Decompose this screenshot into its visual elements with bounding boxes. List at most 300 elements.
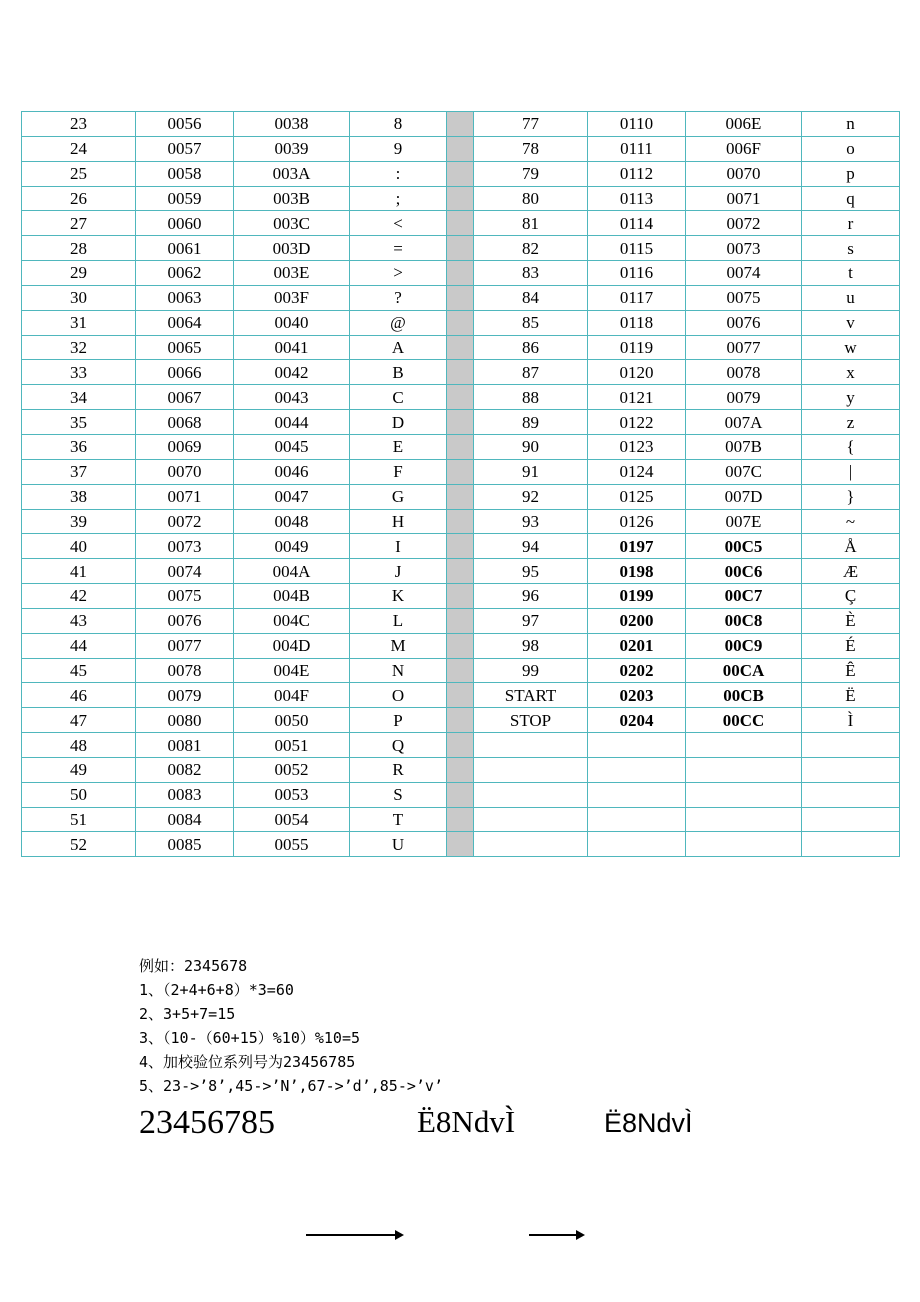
left-char-cell: 8 xyxy=(350,112,447,137)
right-code-cell: 0118 xyxy=(588,310,686,335)
separator-cell xyxy=(447,509,474,534)
separator-cell xyxy=(447,608,474,633)
separator-cell xyxy=(447,410,474,435)
table-row xyxy=(22,658,900,683)
right-hex-cell: 007D xyxy=(686,484,802,509)
right-decimal-cell: 95 xyxy=(474,559,588,584)
left-hex-cell: 004F xyxy=(234,683,350,708)
right-hex-cell: 00C6 xyxy=(686,559,802,584)
right-code-cell: 0198 xyxy=(588,559,686,584)
left-char-cell: = xyxy=(350,236,447,261)
right-code-cell xyxy=(588,832,686,857)
left-code-cell: 0070 xyxy=(136,459,234,484)
left-char-cell: L xyxy=(350,608,447,633)
right-char-cell xyxy=(802,733,900,758)
right-char-cell xyxy=(802,757,900,782)
right-code-cell xyxy=(588,757,686,782)
serial-number: 23456785 xyxy=(139,1104,275,1141)
left-decimal-cell: 46 xyxy=(22,683,136,708)
right-decimal-cell: 83 xyxy=(474,261,588,286)
left-decimal-cell: 37 xyxy=(22,459,136,484)
separator-cell xyxy=(447,807,474,832)
table-row xyxy=(22,584,900,609)
right-decimal-cell xyxy=(474,782,588,807)
right-decimal-cell: 77 xyxy=(474,112,588,137)
left-decimal-cell: 31 xyxy=(22,310,136,335)
separator-cell xyxy=(447,683,474,708)
left-code-cell: 0081 xyxy=(136,733,234,758)
right-decimal-cell: 85 xyxy=(474,310,588,335)
table-row xyxy=(22,310,900,335)
left-hex-cell: 0039 xyxy=(234,136,350,161)
right-hex-cell: 00C7 xyxy=(686,584,802,609)
left-decimal-cell: 48 xyxy=(22,733,136,758)
left-decimal-cell: 35 xyxy=(22,410,136,435)
right-decimal-cell xyxy=(474,733,588,758)
table-row xyxy=(22,285,900,310)
left-hex-cell: 004A xyxy=(234,559,350,584)
table-row xyxy=(22,112,900,137)
right-char-cell: Å xyxy=(802,534,900,559)
left-char-cell: I xyxy=(350,534,447,559)
right-decimal-cell: 94 xyxy=(474,534,588,559)
right-char-cell: v xyxy=(802,310,900,335)
right-char-cell: | xyxy=(802,459,900,484)
arrow-right-icon xyxy=(306,1230,404,1240)
left-decimal-cell: 34 xyxy=(22,385,136,410)
code-mapping-table xyxy=(21,111,900,857)
separator-cell xyxy=(447,161,474,186)
separator-cell xyxy=(447,832,474,857)
right-char-cell: x xyxy=(802,360,900,385)
right-decimal-cell: 80 xyxy=(474,186,588,211)
left-hex-cell: 0043 xyxy=(234,385,350,410)
right-hex-cell: 00C9 xyxy=(686,633,802,658)
right-hex-cell: 006E xyxy=(686,112,802,137)
right-code-cell: 0199 xyxy=(588,584,686,609)
table-row xyxy=(22,410,900,435)
right-code-cell: 0125 xyxy=(588,484,686,509)
left-code-cell: 0057 xyxy=(136,136,234,161)
right-hex-cell: 0072 xyxy=(686,211,802,236)
left-code-cell: 0062 xyxy=(136,261,234,286)
table-row xyxy=(22,534,900,559)
left-code-cell: 0083 xyxy=(136,782,234,807)
left-decimal-cell: 45 xyxy=(22,658,136,683)
left-char-cell: < xyxy=(350,211,447,236)
right-hex-cell: 0079 xyxy=(686,385,802,410)
right-decimal-cell: 90 xyxy=(474,434,588,459)
encoded-string-serif: Ë8NdvÌ xyxy=(417,1104,516,1139)
right-char-cell: n xyxy=(802,112,900,137)
right-char-cell: Ê xyxy=(802,658,900,683)
right-hex-cell xyxy=(686,782,802,807)
separator-cell xyxy=(447,782,474,807)
right-char-cell xyxy=(802,782,900,807)
right-hex-cell: 0076 xyxy=(686,310,802,335)
separator-cell xyxy=(447,757,474,782)
table-row xyxy=(22,459,900,484)
step-1-line: 1、（2+4+6+8）*3=60 xyxy=(139,981,294,999)
left-decimal-cell: 28 xyxy=(22,236,136,261)
right-code-cell: 0110 xyxy=(588,112,686,137)
left-code-cell: 0071 xyxy=(136,484,234,509)
right-char-cell: Ì xyxy=(802,708,900,733)
right-code-cell: 0121 xyxy=(588,385,686,410)
left-char-cell: S xyxy=(350,782,447,807)
left-decimal-cell: 49 xyxy=(22,757,136,782)
left-decimal-cell: 36 xyxy=(22,434,136,459)
right-code-cell: 0201 xyxy=(588,633,686,658)
right-char-cell: o xyxy=(802,136,900,161)
right-code-cell: 0202 xyxy=(588,658,686,683)
right-hex-cell: 007C xyxy=(686,459,802,484)
arrow-right-icon xyxy=(529,1230,585,1240)
checksum-notes xyxy=(139,954,443,1098)
left-char-cell: ? xyxy=(350,285,447,310)
separator-cell xyxy=(447,335,474,360)
left-char-cell: A xyxy=(350,335,447,360)
separator-cell xyxy=(447,658,474,683)
left-decimal-cell: 29 xyxy=(22,261,136,286)
table-row xyxy=(22,708,900,733)
right-hex-cell: 007B xyxy=(686,434,802,459)
separator-cell xyxy=(447,708,474,733)
table-row xyxy=(22,757,900,782)
left-decimal-cell: 44 xyxy=(22,633,136,658)
separator-cell xyxy=(447,136,474,161)
right-hex-cell: 0071 xyxy=(686,186,802,211)
table-row xyxy=(22,608,900,633)
left-hex-cell: 0050 xyxy=(234,708,350,733)
right-char-cell: u xyxy=(802,285,900,310)
left-hex-cell: 003B xyxy=(234,186,350,211)
table-row xyxy=(22,335,900,360)
left-char-cell: B xyxy=(350,360,447,385)
right-hex-cell xyxy=(686,807,802,832)
left-code-cell: 0058 xyxy=(136,161,234,186)
table-row xyxy=(22,360,900,385)
left-decimal-cell: 26 xyxy=(22,186,136,211)
right-hex-cell: 0073 xyxy=(686,236,802,261)
table-row xyxy=(22,782,900,807)
table-row xyxy=(22,832,900,857)
right-code-cell: 0116 xyxy=(588,261,686,286)
right-decimal-cell: START xyxy=(474,683,588,708)
right-hex-cell: 00C5 xyxy=(686,534,802,559)
right-char-cell: È xyxy=(802,608,900,633)
table-row xyxy=(22,733,900,758)
table-row xyxy=(22,633,900,658)
left-decimal-cell: 41 xyxy=(22,559,136,584)
right-decimal-cell: 98 xyxy=(474,633,588,658)
table-row xyxy=(22,807,900,832)
left-char-cell: P xyxy=(350,708,447,733)
right-char-cell: { xyxy=(802,434,900,459)
left-code-cell: 0085 xyxy=(136,832,234,857)
left-char-cell: C xyxy=(350,385,447,410)
left-code-cell: 0080 xyxy=(136,708,234,733)
right-hex-cell xyxy=(686,733,802,758)
left-code-cell: 0060 xyxy=(136,211,234,236)
table-row xyxy=(22,434,900,459)
left-decimal-cell: 27 xyxy=(22,211,136,236)
right-code-cell xyxy=(588,733,686,758)
left-decimal-cell: 51 xyxy=(22,807,136,832)
left-decimal-cell: 52 xyxy=(22,832,136,857)
right-hex-cell: 00C8 xyxy=(686,608,802,633)
left-char-cell: D xyxy=(350,410,447,435)
right-char-cell xyxy=(802,807,900,832)
right-code-cell: 0112 xyxy=(588,161,686,186)
separator-cell xyxy=(447,310,474,335)
step-4-line: 4、加校验位系列号为23456785 xyxy=(139,1053,356,1071)
left-char-cell: : xyxy=(350,161,447,186)
left-decimal-cell: 38 xyxy=(22,484,136,509)
right-hex-cell xyxy=(686,757,802,782)
left-code-cell: 0073 xyxy=(136,534,234,559)
left-char-cell: R xyxy=(350,757,447,782)
right-decimal-cell xyxy=(474,757,588,782)
left-code-cell: 0063 xyxy=(136,285,234,310)
right-decimal-cell: 92 xyxy=(474,484,588,509)
left-decimal-cell: 40 xyxy=(22,534,136,559)
right-char-cell: w xyxy=(802,335,900,360)
left-hex-cell: 0054 xyxy=(234,807,350,832)
left-char-cell: M xyxy=(350,633,447,658)
right-char-cell: y xyxy=(802,385,900,410)
right-char-cell: Æ xyxy=(802,559,900,584)
table-row xyxy=(22,236,900,261)
left-hex-cell: 003E xyxy=(234,261,350,286)
left-code-cell: 0075 xyxy=(136,584,234,609)
right-decimal-cell: 99 xyxy=(474,658,588,683)
right-decimal-cell xyxy=(474,832,588,857)
table-row xyxy=(22,161,900,186)
left-decimal-cell: 25 xyxy=(22,161,136,186)
left-hex-cell: 0041 xyxy=(234,335,350,360)
left-char-cell: U xyxy=(350,832,447,857)
left-hex-cell: 0045 xyxy=(234,434,350,459)
left-hex-cell: 003C xyxy=(234,211,350,236)
left-decimal-cell: 39 xyxy=(22,509,136,534)
left-char-cell: H xyxy=(350,509,447,534)
left-hex-cell: 0053 xyxy=(234,782,350,807)
table-row xyxy=(22,484,900,509)
left-hex-cell: 004E xyxy=(234,658,350,683)
right-decimal-cell: 78 xyxy=(474,136,588,161)
right-code-cell: 0200 xyxy=(588,608,686,633)
left-hex-cell: 003A xyxy=(234,161,350,186)
table-row xyxy=(22,186,900,211)
left-decimal-cell: 30 xyxy=(22,285,136,310)
right-char-cell: ~ xyxy=(802,509,900,534)
table-row xyxy=(22,385,900,410)
separator-cell xyxy=(447,186,474,211)
right-char-cell: p xyxy=(802,161,900,186)
right-char-cell: q xyxy=(802,186,900,211)
right-code-cell: 0204 xyxy=(588,708,686,733)
example-line: 例如：2345678 xyxy=(139,957,248,975)
right-char-cell: } xyxy=(802,484,900,509)
left-hex-cell: 0055 xyxy=(234,832,350,857)
right-hex-cell: 0075 xyxy=(686,285,802,310)
left-hex-cell: 0052 xyxy=(234,757,350,782)
right-hex-cell: 0077 xyxy=(686,335,802,360)
right-decimal-cell: 79 xyxy=(474,161,588,186)
right-code-cell: 0113 xyxy=(588,186,686,211)
left-code-cell: 0077 xyxy=(136,633,234,658)
table-row xyxy=(22,509,900,534)
right-hex-cell: 00CA xyxy=(686,658,802,683)
table-row xyxy=(22,261,900,286)
right-hex-cell: 0074 xyxy=(686,261,802,286)
left-code-cell: 0082 xyxy=(136,757,234,782)
left-hex-cell: 003D xyxy=(234,236,350,261)
table-row xyxy=(22,683,900,708)
right-hex-cell: 007E xyxy=(686,509,802,534)
right-decimal-cell: 82 xyxy=(474,236,588,261)
left-char-cell: G xyxy=(350,484,447,509)
right-code-cell: 0111 xyxy=(588,136,686,161)
right-decimal-cell: 91 xyxy=(474,459,588,484)
right-code-cell: 0117 xyxy=(588,285,686,310)
left-code-cell: 0067 xyxy=(136,385,234,410)
right-code-cell: 0197 xyxy=(588,534,686,559)
step-5-line: 5、23->’8’,45->’N’,67->’d’,85->’v’ xyxy=(139,1077,443,1095)
right-decimal-cell xyxy=(474,807,588,832)
left-code-cell: 0056 xyxy=(136,112,234,137)
left-code-cell: 0066 xyxy=(136,360,234,385)
right-decimal-cell: 81 xyxy=(474,211,588,236)
separator-cell xyxy=(447,261,474,286)
table-row xyxy=(22,136,900,161)
right-char-cell: É xyxy=(802,633,900,658)
separator-cell xyxy=(447,559,474,584)
left-hex-cell: 0048 xyxy=(234,509,350,534)
left-decimal-cell: 50 xyxy=(22,782,136,807)
right-code-cell xyxy=(588,807,686,832)
separator-cell xyxy=(447,112,474,137)
left-hex-cell: 0046 xyxy=(234,459,350,484)
step-3-line: 3、（10-（60+15）%10）%10=5 xyxy=(139,1029,361,1047)
right-hex-cell: 00CC xyxy=(686,708,802,733)
left-hex-cell: 0040 xyxy=(234,310,350,335)
right-decimal-cell: 96 xyxy=(474,584,588,609)
left-char-cell: T xyxy=(350,807,447,832)
left-char-cell: O xyxy=(350,683,447,708)
right-hex-cell: 007A xyxy=(686,410,802,435)
right-code-cell: 0124 xyxy=(588,459,686,484)
right-decimal-cell: 84 xyxy=(474,285,588,310)
left-char-cell: N xyxy=(350,658,447,683)
right-hex-cell: 00CB xyxy=(686,683,802,708)
left-char-cell: K xyxy=(350,584,447,609)
separator-cell xyxy=(447,484,474,509)
left-code-cell: 0072 xyxy=(136,509,234,534)
separator-cell xyxy=(447,360,474,385)
table-row xyxy=(22,211,900,236)
right-decimal-cell: 86 xyxy=(474,335,588,360)
separator-cell xyxy=(447,385,474,410)
left-char-cell: E xyxy=(350,434,447,459)
left-decimal-cell: 47 xyxy=(22,708,136,733)
separator-cell xyxy=(447,633,474,658)
separator-cell xyxy=(447,459,474,484)
separator-cell xyxy=(447,534,474,559)
left-code-cell: 0059 xyxy=(136,186,234,211)
right-code-cell xyxy=(588,782,686,807)
left-char-cell: F xyxy=(350,459,447,484)
right-decimal-cell: 97 xyxy=(474,608,588,633)
right-decimal-cell: 93 xyxy=(474,509,588,534)
right-code-cell: 0126 xyxy=(588,509,686,534)
separator-cell xyxy=(447,434,474,459)
left-code-cell: 0084 xyxy=(136,807,234,832)
right-code-cell: 0115 xyxy=(588,236,686,261)
right-char-cell: r xyxy=(802,211,900,236)
left-code-cell: 0078 xyxy=(136,658,234,683)
table-row xyxy=(22,559,900,584)
left-hex-cell: 0049 xyxy=(234,534,350,559)
step-2-line: 2、3+5+7=15 xyxy=(139,1005,236,1023)
right-char-cell: Ç xyxy=(802,584,900,609)
right-code-cell: 0123 xyxy=(588,434,686,459)
right-code-cell: 0114 xyxy=(588,211,686,236)
right-decimal-cell: STOP xyxy=(474,708,588,733)
left-code-cell: 0079 xyxy=(136,683,234,708)
left-code-cell: 0069 xyxy=(136,434,234,459)
left-code-cell: 0064 xyxy=(136,310,234,335)
left-char-cell: Q xyxy=(350,733,447,758)
encoded-string-sans: Ë8NdvÌ xyxy=(604,1108,693,1138)
right-hex-cell: 0070 xyxy=(686,161,802,186)
left-code-cell: 0061 xyxy=(136,236,234,261)
right-decimal-cell: 87 xyxy=(474,360,588,385)
right-char-cell: t xyxy=(802,261,900,286)
right-char-cell: s xyxy=(802,236,900,261)
left-hex-cell: 003F xyxy=(234,285,350,310)
right-code-cell: 0203 xyxy=(588,683,686,708)
left-char-cell: @ xyxy=(350,310,447,335)
left-hex-cell: 004D xyxy=(234,633,350,658)
left-code-cell: 0065 xyxy=(136,335,234,360)
left-hex-cell: 004B xyxy=(234,584,350,609)
right-char-cell: z xyxy=(802,410,900,435)
left-code-cell: 0068 xyxy=(136,410,234,435)
right-code-cell: 0122 xyxy=(588,410,686,435)
separator-cell xyxy=(447,285,474,310)
separator-cell xyxy=(447,236,474,261)
left-char-cell: 9 xyxy=(350,136,447,161)
left-char-cell: ; xyxy=(350,186,447,211)
left-code-cell: 0076 xyxy=(136,608,234,633)
left-char-cell: J xyxy=(350,559,447,584)
separator-cell xyxy=(447,584,474,609)
left-decimal-cell: 33 xyxy=(22,360,136,385)
separator-cell xyxy=(447,733,474,758)
left-hex-cell: 0038 xyxy=(234,112,350,137)
right-code-cell: 0119 xyxy=(588,335,686,360)
left-hex-cell: 0042 xyxy=(234,360,350,385)
left-char-cell: > xyxy=(350,261,447,286)
left-hex-cell: 0051 xyxy=(234,733,350,758)
right-hex-cell xyxy=(686,832,802,857)
left-hex-cell: 0044 xyxy=(234,410,350,435)
right-code-cell: 0120 xyxy=(588,360,686,385)
right-char-cell xyxy=(802,832,900,857)
left-decimal-cell: 23 xyxy=(22,112,136,137)
